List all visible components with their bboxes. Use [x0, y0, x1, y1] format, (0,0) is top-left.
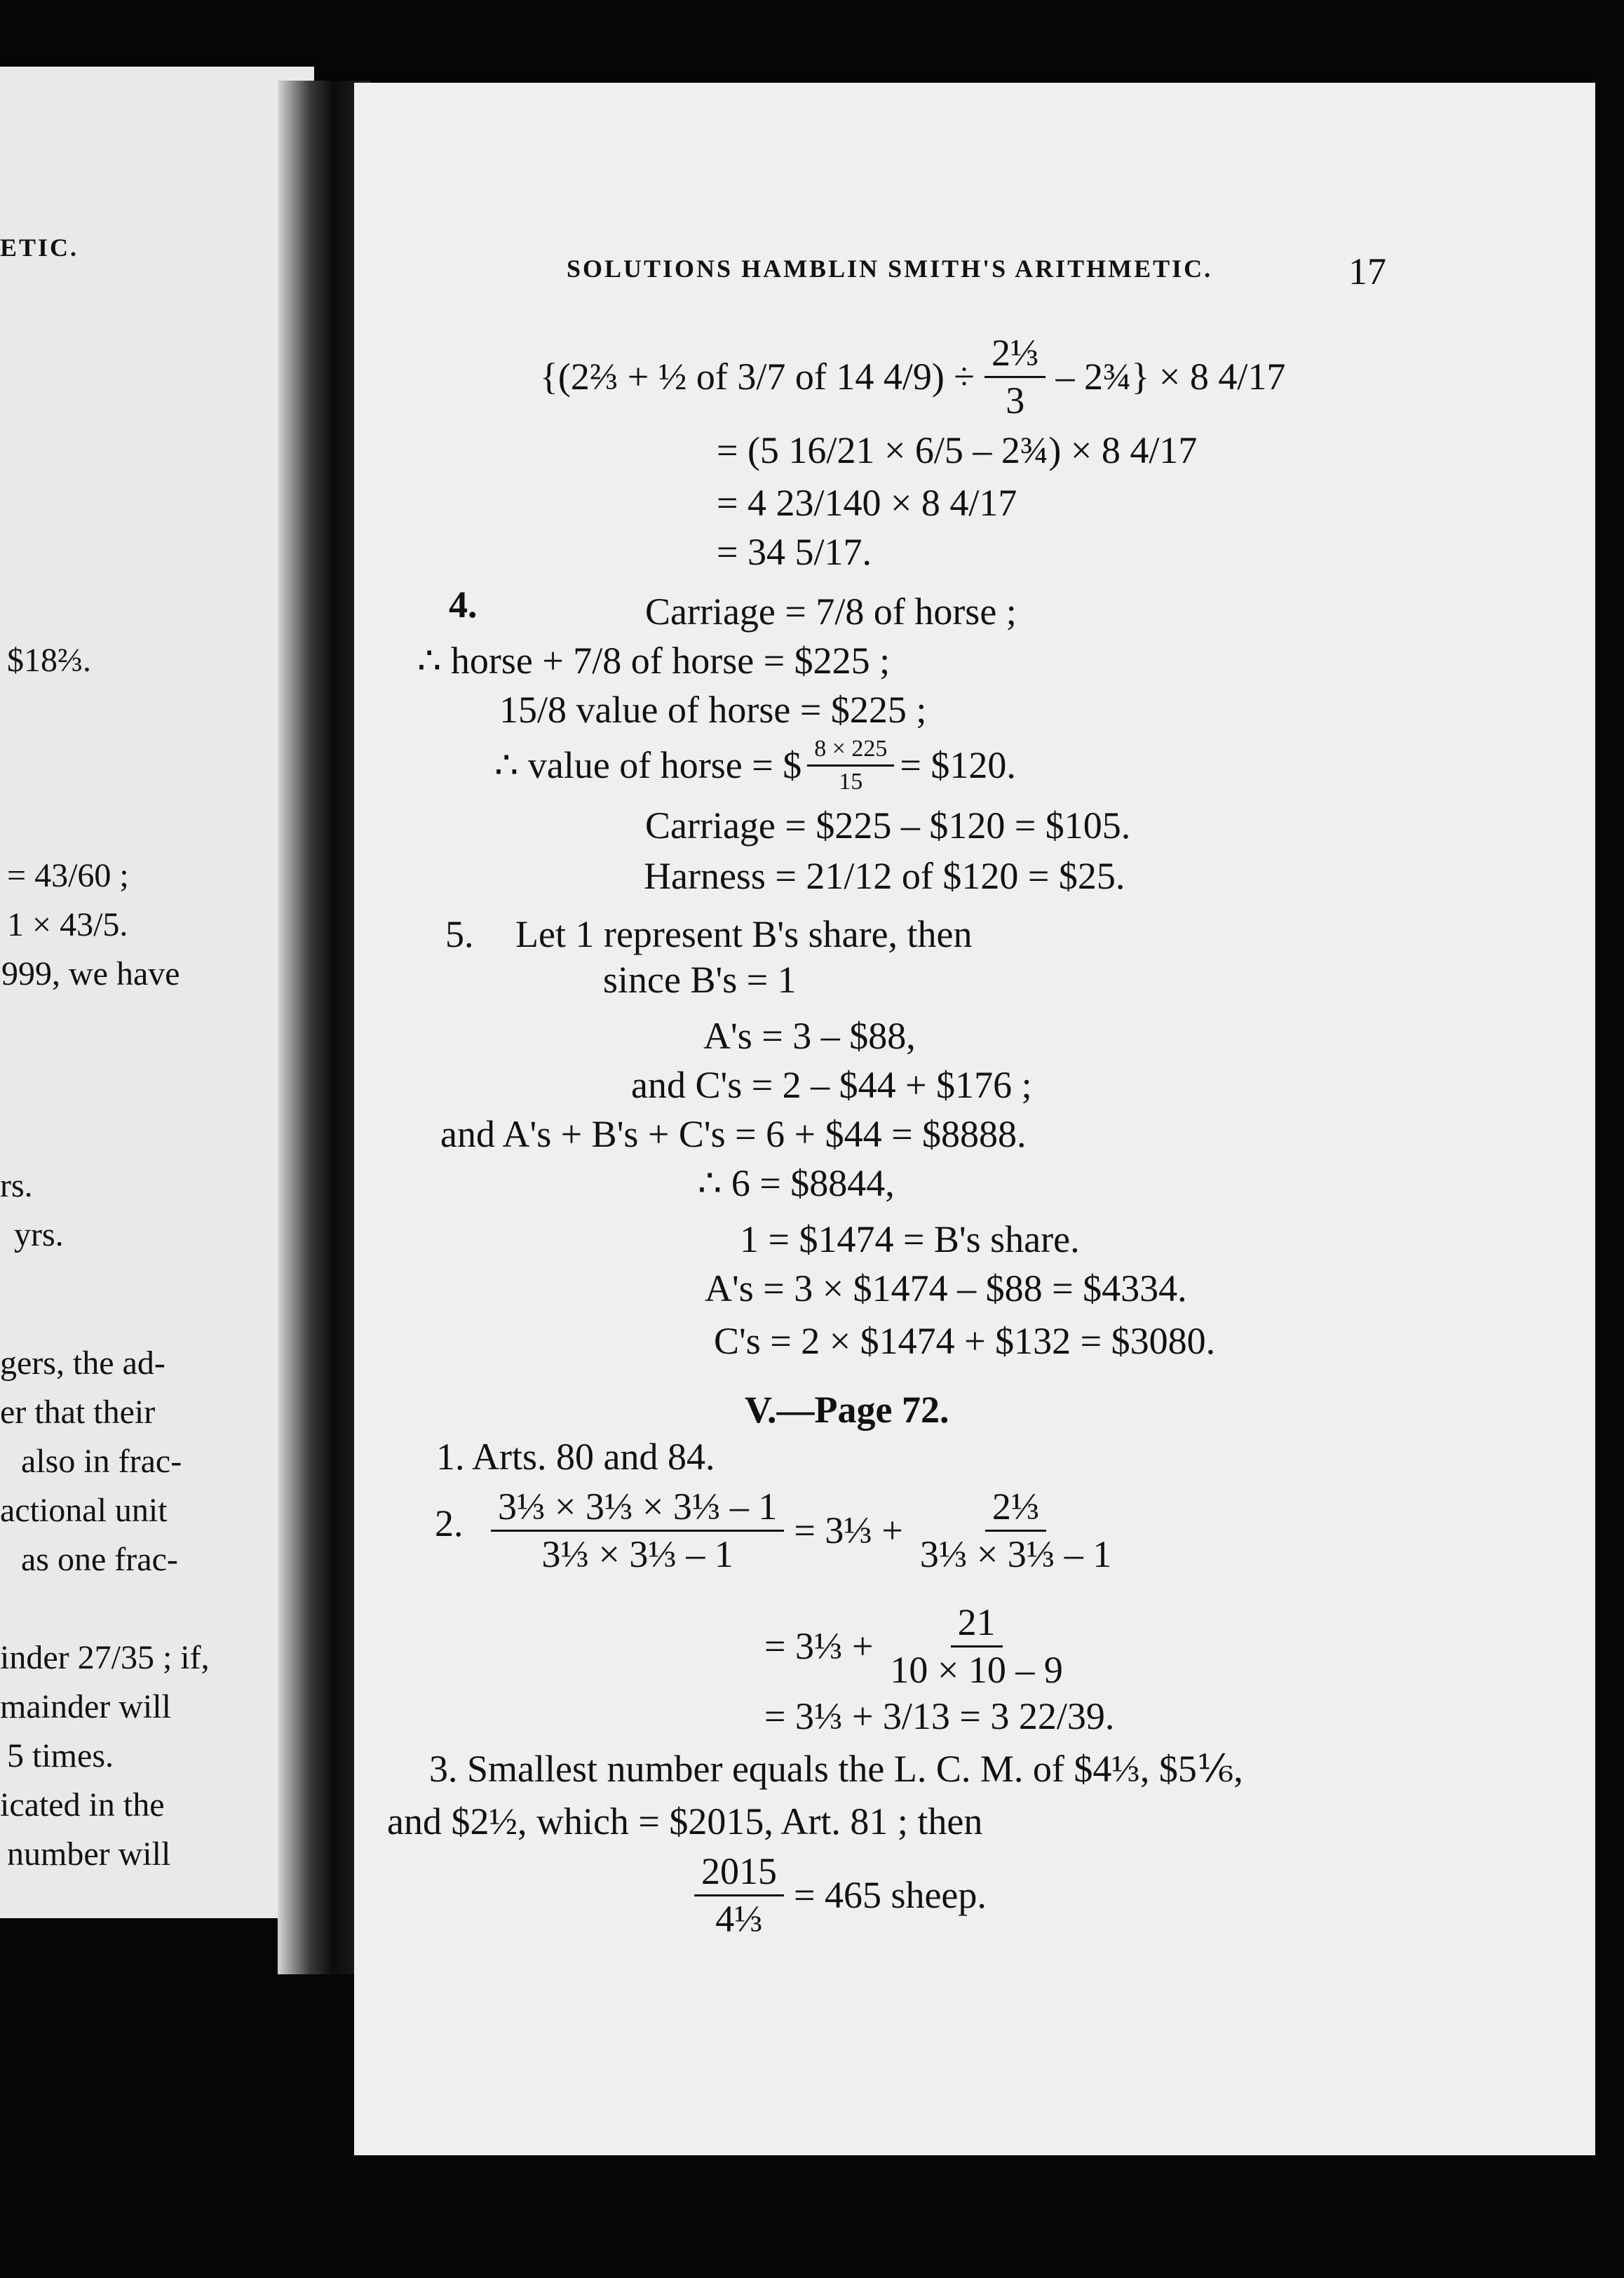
sectionV-item2-line2 [764, 1603, 1070, 1690]
problem4-line4 [494, 736, 1016, 794]
sectionV-item2-fraction3 [883, 1603, 1069, 1690]
left-line: 999, we have [1, 955, 180, 992]
left-line: number will [7, 1835, 171, 1873]
sectionV-item3-line1: 3. Smallest number equals the L. C. M. of $4⅓, $5⅙, [429, 1748, 1243, 1790]
problem5-line1: Let 1 represent B's share, then [515, 913, 973, 955]
sectionV-item2-line3: = 3⅓ + 3/13 = 3 22/39. [764, 1695, 1115, 1737]
problem3-line4: = 34 5/17. [717, 531, 872, 573]
problem5-line7: 1 = $1474 = B's share. [740, 1218, 1080, 1260]
left-line: also in frac- [21, 1443, 182, 1480]
left-line: = 43/60 ; [7, 857, 129, 894]
sectionV-item3-fraction-num: 2015 [694, 1852, 784, 1896]
problem4-line1: Carriage = 7/8 of horse ; [645, 591, 1017, 633]
problem4-line4-post: = $120. [900, 744, 1016, 787]
problem3-line1-pre: {(2⅔ + ½ of 3/7 of 14 4/9) ÷ [540, 356, 975, 398]
sectionV-item2-fraction2-num: 2⅓ [985, 1487, 1047, 1532]
problem3-fraction-num: 2⅓ [984, 333, 1046, 378]
problem4-fraction-num: 8 × 225 [807, 736, 894, 767]
sectionV-item3-fraction-den: 4⅓ [715, 1897, 763, 1940]
left-line: rs. [0, 1167, 33, 1204]
problem4-number: 4. [449, 584, 478, 626]
left-line: mainder will [0, 1688, 171, 1725]
left-line: 1 × 43/5. [7, 906, 128, 943]
left-line: yrs. [14, 1216, 64, 1253]
sectionV-item3-result: = 465 sheep. [794, 1874, 987, 1917]
problem5-number: 5. [445, 913, 474, 955]
problem4-line3: 15/8 value of horse = $225 ; [499, 689, 927, 731]
problem3-line1-post: – 2¾} × 8 4/17 [1055, 356, 1286, 398]
problem5-line9: C's = 2 × $1474 + $132 = $3080. [714, 1320, 1216, 1362]
left-header-fragment: ETIC. [0, 234, 79, 262]
left-line: inder 27/35 ; if, [0, 1639, 210, 1676]
left-line: as one frac- [21, 1541, 178, 1578]
problem5-line8: A's = 3 × $1474 – $88 = $4334. [705, 1267, 1187, 1309]
sectionV-item2-fraction3-num: 21 [951, 1603, 1003, 1647]
sectionV-item2-fraction2-den: 3⅓ × 3⅓ – 1 [919, 1532, 1112, 1575]
left-line: actional unit [0, 1492, 168, 1529]
sectionV-item3-line3 [694, 1852, 987, 1939]
sectionV-item3-line2: and $2½, which = $2015, Art. 81 ; then [387, 1800, 983, 1842]
problem4-fraction-den: 15 [839, 768, 863, 795]
problem5-line3: A's = 3 – $88, [703, 1015, 916, 1057]
left-line: 5 times. [7, 1737, 114, 1774]
section-title: V.—Page 72. [745, 1389, 949, 1431]
sectionV-item2-number: 2. [435, 1502, 463, 1544]
problem5-line5: and A's + B's + C's = 6 + $44 = $8888. [440, 1113, 1027, 1155]
problem3-line2: = (5 16/21 × 6/5 – 2¾) × 8 4/17 [717, 429, 1198, 471]
sectionV-item2-eq1: = 3⅓ + [794, 1509, 903, 1552]
problem3-line3: = 4 23/140 × 8 4/17 [717, 482, 1017, 524]
sectionV-item2-line1 [491, 1487, 1118, 1574]
sectionV-item2-eq2: = 3⅓ + [764, 1625, 874, 1668]
problem3-fraction-den: 3 [1006, 379, 1025, 422]
problem5-line4: and C's = 2 – $44 + $176 ; [631, 1064, 1032, 1106]
left-line: gers, the ad- [0, 1344, 165, 1382]
sectionV-item3-fraction [694, 1852, 784, 1939]
sectionV-item2-fraction [491, 1487, 784, 1574]
sectionV-item2-fraction2 [913, 1487, 1118, 1574]
problem3-fraction [984, 333, 1046, 420]
sectionV-item2-fraction-num: 3⅓ × 3⅓ × 3⅓ – 1 [491, 1487, 784, 1532]
problem4-line2: ∴ horse + 7/8 of horse = $225 ; [417, 640, 891, 682]
problem4-line5: Carriage = $225 – $120 = $105. [645, 804, 1131, 847]
left-line: er that their [0, 1394, 156, 1431]
problem3-line1 [540, 333, 1285, 420]
sectionV-item2-fraction-den: 3⅓ × 3⅓ – 1 [541, 1532, 733, 1575]
left-line: $18⅔. [7, 642, 91, 679]
sectionV-item1: 1. Arts. 80 and 84. [436, 1436, 715, 1478]
problem5-line2: since B's = 1 [603, 959, 797, 1001]
sectionV-item2-fraction3-den: 10 × 10 – 9 [890, 1648, 1063, 1691]
problem5-line6: ∴ 6 = $8844, [698, 1162, 895, 1204]
problem4-line4-pre: ∴ value of horse = $ [494, 744, 802, 787]
page-number: 17 [1348, 250, 1386, 292]
problem4-fraction [807, 736, 894, 794]
left-line: icated in the [0, 1786, 165, 1824]
running-header: SOLUTIONS HAMBLIN SMITH'S ARITHMETIC. [567, 255, 1213, 283]
problem4-line6: Harness = 21/12 of $120 = $25. [644, 855, 1125, 897]
